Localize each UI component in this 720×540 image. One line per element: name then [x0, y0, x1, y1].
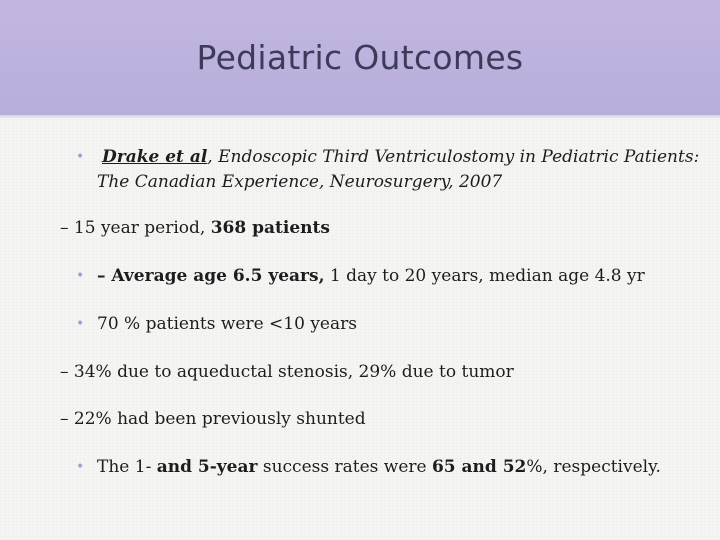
average-age-rest: 1 day to 20 years, median age 4.8 yr	[324, 266, 645, 286]
bullet-icon: •	[76, 459, 85, 475]
success-bold2: 65 and 52	[431, 457, 527, 477]
success-bold1: and 5-year	[156, 457, 258, 477]
average-age-bold: – Average age 6.5 years,	[97, 266, 325, 286]
under-ten-line: 70 % patients were <10 years	[97, 314, 357, 334]
reference-authors: Drake et al	[102, 147, 208, 167]
slide-title: Pediatric Outcomes	[196, 38, 524, 77]
reference-line-1	[102, 145, 699, 169]
average-age-line	[97, 264, 645, 288]
success-part1: The 1-	[97, 457, 157, 477]
reference-citation: , Endoscopic Third Ventriculostomy in Pediatric Patients:	[207, 147, 700, 167]
shunted-line: – 22% had been previously shunted	[60, 409, 366, 429]
reference-line-2: The Canadian Experience, Neurosurgery, 2007	[97, 172, 503, 192]
period-line	[60, 216, 330, 240]
causes-line: – 34% due to aqueductal stenosis, 29% due to tumor	[60, 362, 514, 382]
bullet-icon: •	[76, 316, 85, 332]
success-part2: success rates were	[257, 457, 432, 477]
period-patients: 368 patients	[210, 218, 330, 238]
bullet-icon: •	[76, 149, 85, 165]
success-line	[97, 455, 661, 479]
success-part3: %, respectively.	[526, 457, 661, 477]
bullet-icon: •	[76, 268, 85, 284]
period-prefix: – 15 year period,	[60, 218, 211, 238]
